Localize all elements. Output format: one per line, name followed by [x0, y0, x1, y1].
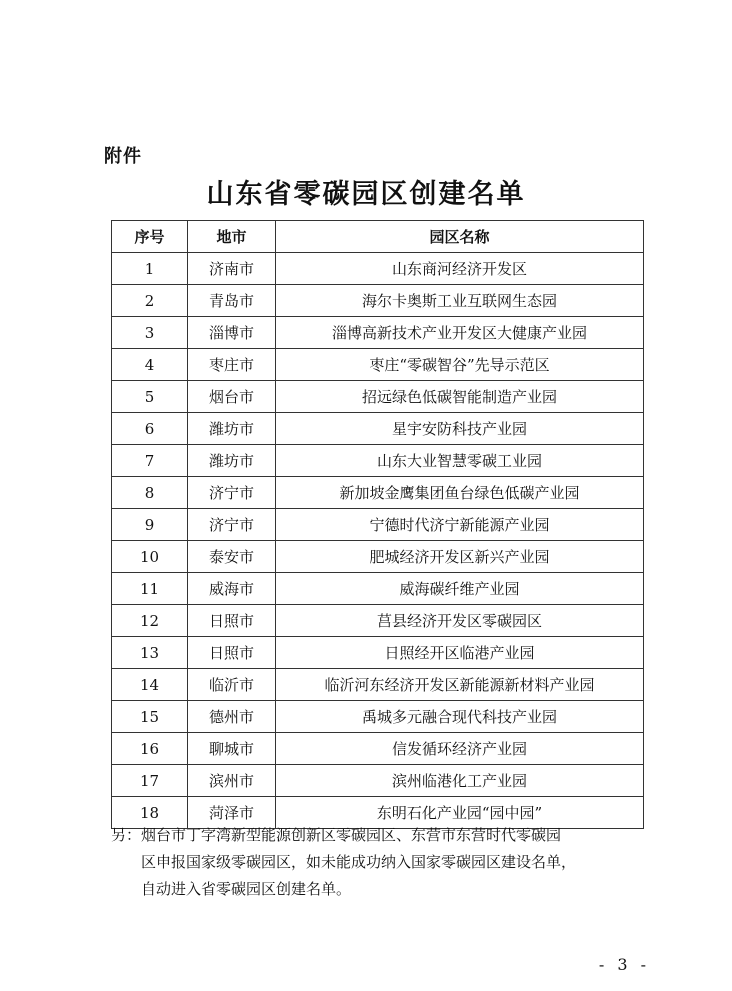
cell-park-name: 临沂河东经济开发区新能源新材料产业园: [276, 669, 644, 701]
cell-city: 日照市: [188, 637, 276, 669]
cell-park-name: 星宇安防科技产业园: [276, 413, 644, 445]
table-row: [112, 733, 644, 765]
table-row: [112, 317, 644, 349]
cell-index: 6: [112, 413, 188, 445]
cell-park-name: 莒县经济开发区零碳园区: [276, 605, 644, 637]
footnote: [111, 822, 671, 903]
cell-index: 14: [112, 669, 188, 701]
cell-city: 潍坊市: [188, 445, 276, 477]
cell-park-name: 山东商河经济开发区: [276, 253, 644, 285]
table-row: [112, 253, 644, 285]
cell-city: 济宁市: [188, 477, 276, 509]
footnote-line: 另：烟台市丁字湾新型能源创新区零碳园区、东营市东营时代零碳园: [111, 826, 562, 844]
footnote-line: 自动进入省零碳园区创建名单。: [111, 880, 352, 898]
document-title: 山东省零碳园区创建名单: [206, 179, 526, 210]
cell-index: 3: [112, 317, 188, 349]
table-row: [112, 541, 644, 573]
footnote-line: 区申报国家级零碳园区，如未能成功纳入国家零碳园区建设名单，: [111, 853, 577, 871]
cell-park-name: 威海碳纤维产业园: [276, 573, 644, 605]
cell-index: 12: [112, 605, 188, 637]
attachment-label: 附件: [104, 146, 142, 167]
cell-city: 淄博市: [188, 317, 276, 349]
table-row: [112, 349, 644, 381]
cell-city: 泰安市: [188, 541, 276, 573]
cell-park-name: 东明石化产业园“园中园”: [276, 797, 644, 829]
cell-index: 16: [112, 733, 188, 765]
cell-index: 7: [112, 445, 188, 477]
cell-index: 10: [112, 541, 188, 573]
cell-city: 临沂市: [188, 669, 276, 701]
cell-park-name: 肥城经济开发区新兴产业园: [276, 541, 644, 573]
cell-city: 枣庄市: [188, 349, 276, 381]
page-number: - 3 -: [598, 955, 650, 974]
cell-city: 济宁市: [188, 509, 276, 541]
table-header-row: [112, 221, 644, 253]
table-row: [112, 637, 644, 669]
park-list-table: [111, 220, 644, 829]
cell-city: 日照市: [188, 605, 276, 637]
cell-city: 菏泽市: [188, 797, 276, 829]
cell-index: 8: [112, 477, 188, 509]
table-row: [112, 477, 644, 509]
table-row: [112, 765, 644, 797]
table-row: [112, 509, 644, 541]
cell-park-name: 滨州临港化工产业园: [276, 765, 644, 797]
cell-city: 德州市: [188, 701, 276, 733]
cell-index: 11: [112, 573, 188, 605]
cell-index: 9: [112, 509, 188, 541]
table-row: [112, 701, 644, 733]
cell-city: 济南市: [188, 253, 276, 285]
cell-park-name: 禹城多元融合现代科技产业园: [276, 701, 644, 733]
cell-index: 17: [112, 765, 188, 797]
cell-city: 聊城市: [188, 733, 276, 765]
cell-park-name: 淄博高新技术产业开发区大健康产业园: [276, 317, 644, 349]
cell-index: 15: [112, 701, 188, 733]
cell-index: 2: [112, 285, 188, 317]
cell-index: 5: [112, 381, 188, 413]
table-row: [112, 573, 644, 605]
cell-park-name: 山东大业智慧零碳工业园: [276, 445, 644, 477]
cell-index: 18: [112, 797, 188, 829]
cell-park-name: 宁德时代济宁新能源产业园: [276, 509, 644, 541]
cell-city: 威海市: [188, 573, 276, 605]
header-index: 序号: [112, 221, 188, 253]
cell-index: 1: [112, 253, 188, 285]
cell-city: 青岛市: [188, 285, 276, 317]
cell-city: 潍坊市: [188, 413, 276, 445]
cell-index: 13: [112, 637, 188, 669]
cell-city: 烟台市: [188, 381, 276, 413]
cell-park-name: 招远绿色低碳智能制造产业园: [276, 381, 644, 413]
table-row: [112, 285, 644, 317]
table-row: [112, 669, 644, 701]
cell-city: 滨州市: [188, 765, 276, 797]
cell-park-name: 枣庄“零碳智谷”先导示范区: [276, 349, 644, 381]
table-row: [112, 605, 644, 637]
header-park-name: 园区名称: [276, 221, 644, 253]
cell-park-name: 信发循环经济产业园: [276, 733, 644, 765]
table-row: [112, 445, 644, 477]
table-row: [112, 381, 644, 413]
cell-index: 4: [112, 349, 188, 381]
cell-park-name: 日照经开区临港产业园: [276, 637, 644, 669]
cell-park-name: 新加坡金鹰集团鱼台绿色低碳产业园: [276, 477, 644, 509]
header-city: 地市: [188, 221, 276, 253]
table-row: [112, 413, 644, 445]
cell-park-name: 海尔卡奥斯工业互联网生态园: [276, 285, 644, 317]
